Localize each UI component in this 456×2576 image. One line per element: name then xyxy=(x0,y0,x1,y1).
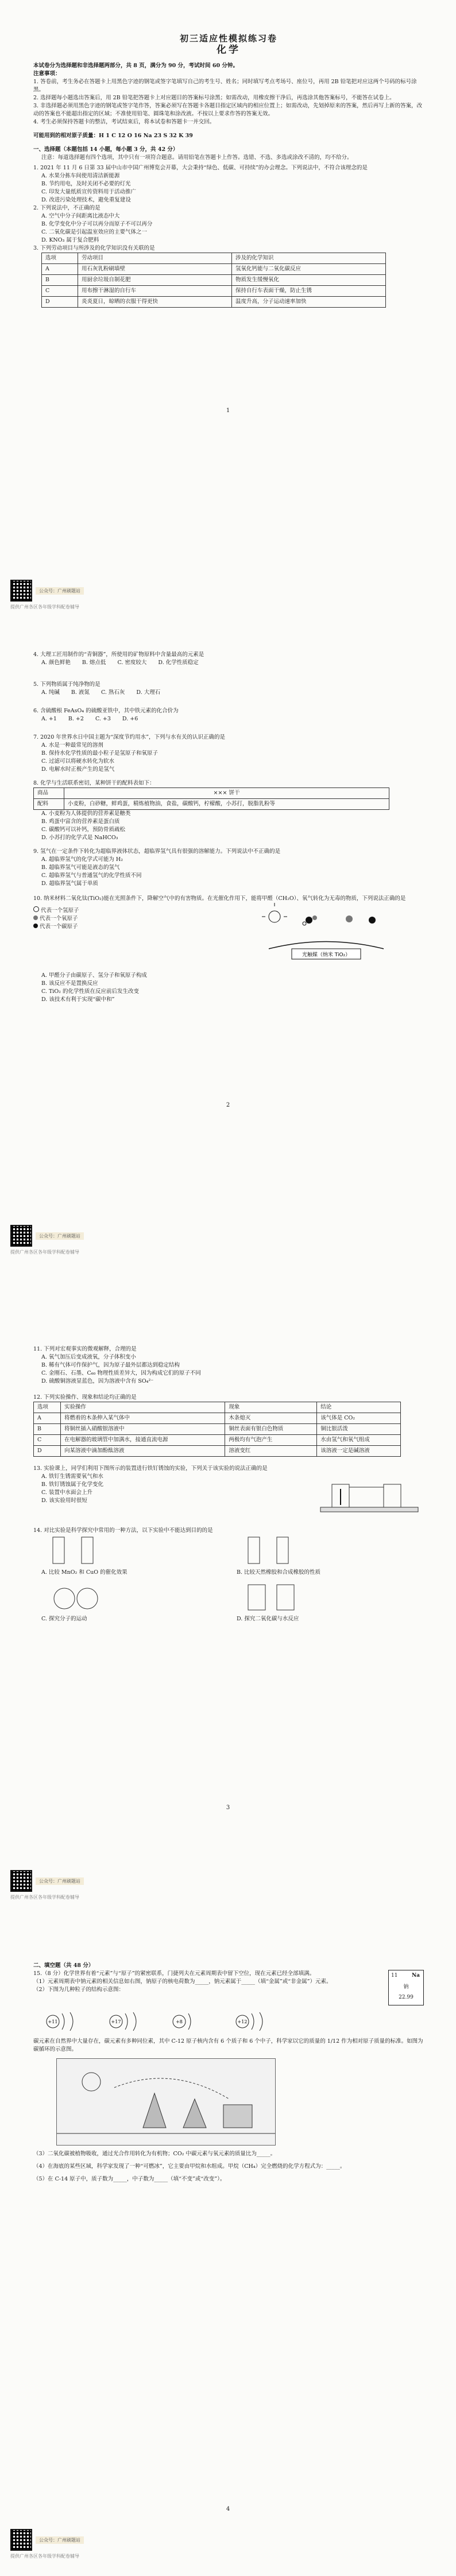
q6-option-d: D. +6 xyxy=(122,716,138,722)
exam-intro: 本试卷分为选择题和非选择题两部分，共 8 页，满分为 90 分，考试时间 60 分钟。 xyxy=(33,63,238,69)
q8-table xyxy=(33,787,389,810)
table-cell: 用厨余垃圾自制花肥 xyxy=(78,275,232,286)
table-cell: 商品 xyxy=(34,788,64,799)
table-header-cell: 实验操作 xyxy=(61,1402,225,1413)
legend-item: 代表一个氢原子 xyxy=(33,906,148,915)
q8-option-c: C. 碳酸钙可以补钙，预防骨质疏松 xyxy=(41,827,125,833)
q14-a-diagram xyxy=(41,1535,110,1566)
table-cell: 配料 xyxy=(34,799,64,810)
reaction-arc xyxy=(269,942,384,949)
q13-options xyxy=(33,1473,103,1519)
table-cell: B xyxy=(34,1424,61,1435)
q14-option-c-cell xyxy=(41,1581,214,1623)
table-row xyxy=(34,1424,401,1435)
oxygen-atom-icon xyxy=(312,915,317,920)
q9-option-d: D. 超临界氢气属于单质 xyxy=(41,880,98,887)
table-row xyxy=(34,1446,401,1457)
page-2-content xyxy=(33,651,424,1004)
q5-option-d: D. 大理石 xyxy=(136,689,161,696)
q6-option-a: A. +1 xyxy=(41,716,57,722)
qr-code-icon xyxy=(10,2529,32,2551)
q11-option-c: C. 金刚石、石墨、C₆₀ 物理性质差异大，因为构成它们的原子不同 xyxy=(41,1370,201,1376)
table-cell: C xyxy=(34,1435,61,1446)
page-1-content xyxy=(33,34,424,308)
tree-icon xyxy=(183,2099,206,2128)
table-cell: 将燃着的木条伸入某气体中 xyxy=(61,1413,225,1424)
q13-option-c: C. 装置中水面会上升 xyxy=(41,1489,92,1496)
bottle-icon xyxy=(248,1585,265,1610)
table-row xyxy=(42,264,386,275)
q11-option-a: A. 氧气加压后变成液氧，分子体积变小 xyxy=(41,1354,136,1360)
table-cell: D xyxy=(34,1446,61,1457)
question-4: 4. 大理工匠用制作的“青铜器”，所使用的矿物原料中含量最高的元素是 xyxy=(33,651,204,658)
watermark xyxy=(10,1225,84,1247)
atomic-mass-line: 可能用到的相对原子质量：H 1 C 12 O 16 Na 23 S 32 K 39 xyxy=(33,133,193,139)
q5-option-b: B. 液氮 xyxy=(71,689,90,696)
periodic-table-cell xyxy=(388,1970,424,2005)
q1-option-b: B. 节约用电，及时关闭不必要的灯光 xyxy=(41,181,131,187)
table-cell: 用布擦干淋湿的自行车 xyxy=(78,286,232,297)
element-name: 钠 xyxy=(403,1984,409,1990)
test-tube-icon xyxy=(248,1537,260,1564)
q10-option-d: D. 该技术有利于实现“碳中和” xyxy=(41,996,115,1003)
test-tube-icon xyxy=(53,1537,64,1564)
question-5: 5. 下列物质属于纯净物的是 xyxy=(33,681,101,688)
page-3-content xyxy=(33,1345,424,1623)
table-cell: 氢氧化钙能与二氧化碳反应 xyxy=(232,264,386,275)
q10-figure-area xyxy=(33,903,424,972)
q4-option-b: B. 熔点低 xyxy=(82,659,106,666)
q2-option-d: D. KNO₃ 属于复合肥料 xyxy=(41,237,99,243)
q15-part-4: （4）在海底的某些区域，科学家发现了一种“可燃冰”，它主要由甲烷和水组成。甲烷（CH₄）完全燃烧的化学方程式为：_____。 xyxy=(33,2163,346,2170)
q4-options xyxy=(33,659,424,667)
question-15: 15.（8 分）化学世界有着“元素”与“原子”的紧密联系，门捷列夫在元素周期表中留下空位，现在元素已经全部填满。 xyxy=(33,1970,315,1977)
exam-subject: 化学 xyxy=(217,44,241,56)
q14-option-d: D. 探究二氧化碳与水反应 xyxy=(237,1616,299,1622)
table-cell: 物质发生缓慢氧化 xyxy=(232,275,386,286)
q12-table xyxy=(33,1402,401,1457)
table-cell: 该溶液一定是碱溶液 xyxy=(317,1446,401,1457)
atom-structure-diagram xyxy=(234,2010,275,2033)
section-1-heading: 一、选择题（本题包括 14 小题，每小题 3 分，共 42 分） xyxy=(33,146,179,153)
q14-options-grid xyxy=(41,1535,424,1623)
section-2-heading: 二、填空题（共 48 分） xyxy=(33,1962,94,1969)
q11-option-d: D. 硫酸铜溶液显蓝色，因为溶液中含有 SO₄²⁻ xyxy=(41,1378,154,1384)
q13-apparatus-diagram xyxy=(315,1473,424,1519)
table-cell: 该气体是 CO₂ xyxy=(317,1413,401,1424)
electron-shell xyxy=(62,2014,64,2030)
hydrogen-atom-icon xyxy=(33,906,39,912)
atom-structure-diagram xyxy=(171,2010,211,2033)
carbon-atom-icon xyxy=(306,917,312,924)
oxygen-atom-icon xyxy=(346,915,353,922)
q14-option-d-cell xyxy=(237,1581,409,1623)
q7-option-b: B. 保持水化学性质的最小粒子是氢原子和氧原子 xyxy=(41,750,159,756)
legend-item: 代表一个碳原子 xyxy=(33,923,148,931)
cycle-arrow xyxy=(114,2078,229,2099)
watermark-tag: 公众号：广州刷题站 xyxy=(36,1232,84,1240)
carbon-cycle-diagram xyxy=(57,2059,275,2145)
table-cell: 炎炎夏日，晾晒的衣服干得更快 xyxy=(78,297,232,308)
table-cell: 保持自行车表面干燥，防止生锈 xyxy=(232,286,386,297)
q8-option-d: D. 小苏打的化学式是 NaHCO₃ xyxy=(41,835,118,841)
q9-option-c: C. 超临界氢气与普通氢气的化学性质不同 xyxy=(41,872,142,879)
q14-b-diagram xyxy=(237,1535,306,1566)
atom-structure-diagram xyxy=(108,2010,148,2033)
table-header-cell: 现象 xyxy=(225,1402,317,1413)
sun-icon xyxy=(82,2073,101,2091)
electron-shell xyxy=(133,2012,136,2031)
table-cell: 铜丝表面有银白色物质 xyxy=(225,1424,317,1435)
table-cell: 将铜丝插入硝酸银溶液中 xyxy=(61,1424,225,1435)
test-tube-icon xyxy=(384,1484,401,1507)
legend-item: 代表一个氧原子 xyxy=(33,915,148,923)
tree-icon xyxy=(143,2093,166,2128)
q9-option-a: A. 超临界氢气的化学式可能为 H₂ xyxy=(41,856,123,863)
q14-option-a-cell xyxy=(41,1535,214,1577)
sun-icon xyxy=(269,911,280,922)
table-cell: A xyxy=(34,1413,61,1424)
note-4: 4. 考生必须保持答题卡的整洁，考试结束后，将本试卷和答题卡一并交回。 xyxy=(33,119,215,125)
test-tube-icon xyxy=(82,1537,93,1564)
q4-option-c: C. 密度较大 xyxy=(117,659,147,666)
table-cell: 铜比银活泼 xyxy=(317,1424,401,1435)
table-row xyxy=(42,286,386,297)
q4-option-d: D. 化学性质稳定 xyxy=(158,659,199,666)
watermark xyxy=(10,2529,84,2551)
note-3: 3. 非选择题必须用黑色字迹的钢笔或签字笔作答，答案必须写在答题卡各题目指定区域内的相应位置上；如需改动，先划掉原来的答案，然后再写上新的答案，改动的答案也不能超出指定的区域；不准使用铅笔、圆珠笔和涂改液。不按以上要求作答的答案无效。 xyxy=(33,103,423,117)
q1-option-a: A. 水果分拣车间使用清洁新能源 xyxy=(41,173,120,179)
table-header-cell: 涉及的化学知识 xyxy=(232,253,386,264)
q15-part-2: （2）下图为几种粒子的结构示意图： xyxy=(33,1987,125,1993)
q14-d-diagram xyxy=(237,1581,306,1612)
q2-option-c: C. 二氧化碳是引起温室效应的主要气体之一 xyxy=(41,229,147,235)
watermark xyxy=(10,1870,84,1892)
table-cell: 木条熄灭 xyxy=(225,1413,317,1424)
watermark xyxy=(10,580,84,602)
carbon-atom-icon xyxy=(369,917,376,924)
q14-option-b: B. 比较天然橡胶和合成橡胶的性质 xyxy=(237,1569,321,1576)
table-cell: 温度升高，分子运动速率加快 xyxy=(232,297,386,308)
bottle-icon xyxy=(277,1585,294,1610)
qr-code-icon xyxy=(10,1870,32,1892)
beaker-icon xyxy=(54,1588,75,1609)
page-2 xyxy=(0,644,456,1288)
watermark-subtitle: 提供广州各区各年级学科配卷辅导 xyxy=(10,2554,79,2559)
table-cell: D xyxy=(42,297,78,308)
beaker-icon xyxy=(77,1588,98,1609)
q14-option-c: C. 探究分子的运动 xyxy=(41,1616,87,1622)
carbon-cycle-figure xyxy=(56,2058,276,2146)
element-symbol: Na xyxy=(411,1973,420,1978)
table-row xyxy=(34,1413,401,1424)
table-cell: B xyxy=(42,275,78,286)
question-11: 11. 下列对宏观事实的微观解释，合理的是 xyxy=(33,1346,137,1352)
table-cell: 小麦粉，白砂糖，鲜鸡蛋，精炼植物油，食盐，碳酸钙，柠檬酸，小苏打，脱脂乳粉等 xyxy=(64,799,389,810)
nucleus-charge: +17 xyxy=(111,2019,121,2024)
question-9: 9. 氢气在一定条件下转化为超临界液体状态，超临界氢气具有很强的溶解能力。下列说法中不正确的是 xyxy=(33,848,281,855)
test-tube-icon xyxy=(277,1537,288,1564)
atom-structure-row xyxy=(45,2010,424,2033)
table-row xyxy=(34,799,389,810)
q14-c-diagram xyxy=(41,1581,110,1612)
hydrogen-atom-icon xyxy=(303,922,306,925)
q15-head-row xyxy=(33,1970,424,2005)
watermark-tag: 公众号：广州刷题站 xyxy=(36,2536,84,2544)
page-number: 3 xyxy=(226,1805,230,1811)
page-4-content xyxy=(33,1962,424,2183)
q8-option-b: B. 鸡蛋中富含的营养素是蛋白质 xyxy=(41,818,120,825)
table-cell: 两极均有气泡产生 xyxy=(225,1435,317,1446)
q10-photocatalysis-diagram xyxy=(257,903,395,966)
atomic-number: 11 xyxy=(391,1973,398,1978)
electron-shell xyxy=(125,2014,127,2030)
q15-part-3: （3）二氧化碳被植物吸收，通过光合作用转化为有机物；CO₂ 中碳元素与氧元素的质量比为_____。 xyxy=(33,2151,276,2157)
table-cell: 用石灰乳粉刷墙壁 xyxy=(78,264,232,275)
q10-option-a: A. 甲醛分子由碳原子、氢分子和氧原子构成 xyxy=(41,972,147,979)
q13-option-a: A. 铁钉生锈需要氧气和水 xyxy=(41,1473,103,1480)
q10-option-c: C. TiO₂ 的化学性质在反应前后发生改变 xyxy=(41,988,139,995)
q5-option-a: A. 纯碱 xyxy=(41,689,60,696)
factory-icon xyxy=(223,2105,252,2128)
q3-table xyxy=(41,253,386,308)
note-1: 1. 答卷前，考生务必在答题卡上用黑色字迹的钢笔或签字笔填写自己的考生号、姓名；同时填写考点考场号、座位号，再用 2B 铅笔把对应这两个号码的标号涂黑。 xyxy=(33,79,417,93)
q13-option-d: D. 该实验用时很短 xyxy=(41,1498,87,1504)
table-cell: C xyxy=(42,286,78,297)
table-header-cell: 选项 xyxy=(42,253,78,264)
table-row xyxy=(34,1402,401,1413)
catalyst-label: 光触媒（纳米 TiO₂） xyxy=(302,952,351,958)
table-row xyxy=(34,788,389,799)
q6-options xyxy=(33,715,424,723)
page-4 xyxy=(0,1932,456,2576)
page-1 xyxy=(0,0,456,644)
electron-shell xyxy=(70,2012,73,2031)
q2-option-b: B. 化学变化中分子可以再分而原子不可以再分 xyxy=(41,221,153,227)
question-2: 2. 下列说法中，不正确的是 xyxy=(33,205,101,211)
q15-text-block xyxy=(33,1970,366,2005)
q15-passage: 碳元素在自然界中大量存在，碳元素有多种同位素，其中 C-12 原子核内含有 6 个质子和 6 个中子，科学家以它的质量的 1/12 作为相对原子质量的标准。如图为碳循环的示意图。 xyxy=(33,2038,423,2053)
question-6: 6. 含硫酸根 FeAsO₄ 的硫酸亚铁中，其中铁元素的化合价为 xyxy=(33,708,179,714)
table-cell: A xyxy=(42,264,78,275)
q8-option-a: A. 小麦粉为人体提供的营养素是糖类 xyxy=(41,810,131,817)
table-cell: 溶液变红 xyxy=(225,1446,317,1457)
nucleus-charge: +8 xyxy=(176,2019,183,2024)
oxygen-atom-icon xyxy=(33,915,38,920)
watermark-subtitle: 提供广州各区各年级学科配卷辅导 xyxy=(10,604,79,610)
nucleus-charge: +11 xyxy=(48,2019,58,2024)
question-7: 7. 2020 年世界水日中国主题为“深度节约用水”，下列与水有关的认识正确的是 xyxy=(33,734,225,740)
q14-option-b-cell xyxy=(237,1535,409,1577)
electron-shell xyxy=(260,2012,262,2031)
watermark-tag: 公众号：广州刷题站 xyxy=(36,1877,84,1885)
q7-option-a: A. 水是一种最常见的溶剂 xyxy=(41,742,103,748)
q1-option-d: D. 改进污染处理技术，避免重复建设 xyxy=(41,197,131,203)
electron-shell xyxy=(188,2014,191,2030)
qr-code-icon xyxy=(10,580,32,602)
watermark-tag: 公众号：广州刷题站 xyxy=(36,587,84,595)
table-row xyxy=(42,253,386,264)
table-cell: 水由氢气和氧气组成 xyxy=(317,1435,401,1446)
page-number: 4 xyxy=(226,2506,230,2512)
page-number: 1 xyxy=(226,408,230,414)
watermark-subtitle: 提供广州各区各年级学科配卷辅导 xyxy=(10,1250,79,1255)
q6-option-c: C. +3 xyxy=(95,716,111,722)
question-10: 10. 纳米材料二氧化钛(TiO₂)能在光照条件下，降解空气中的有害物质。在光催化作用下，能将甲醛（CH₂O）、氧气转化为无毒的物质，下列说法正确的是 xyxy=(33,895,406,902)
q9-option-b: B. 超临界氢气可能是液态的氢气 xyxy=(41,864,120,871)
q15-part-5: （5）在 C-14 原子中，质子数为_____，中子数为_____（填“不变”或“改变”）。 xyxy=(33,2176,226,2182)
question-1: 1. 2021 年 11 月 6 日第 33 届中山市中国广州博览会开幕，大会秉持“绿色、低碳、可持续”的办会理念。下列说法中，不符合该理念的是 xyxy=(33,165,368,171)
q11-option-b: B. 稀有气体可作保护气，因为原子最外层都达到稳定结构 xyxy=(41,1362,180,1368)
question-3: 3. 下列劳动项目与所涉及的化学知识没有关联的是 xyxy=(33,245,155,251)
atomic-mass: 22.99 xyxy=(399,1995,414,2000)
question-14: 14. 对比实验是科学探究中常用的一种方法，以下实验中不能达到目的的是 xyxy=(33,1527,213,1534)
question-13: 13. 实验课上，同学们利用下图所示的装置进行铁钉锈蚀的实验，下列关于该实验的说法正确的是 xyxy=(33,1465,268,1472)
table-header-cell: 结论 xyxy=(317,1402,401,1413)
notes-heading: 注意事项： xyxy=(33,71,61,77)
page-number: 2 xyxy=(226,1102,230,1108)
q13-option-b: B. 铁钉锈蚀属于化学变化 xyxy=(41,1481,104,1488)
q10-legend xyxy=(33,906,148,931)
q4-option-a: A. 颜色鲜艳 xyxy=(41,659,71,666)
q7-option-c: C. 过滤可以将硬水转化为软水 xyxy=(41,758,114,765)
section-1-note: 注意：每道选择题有四个选项，其中只有一项符合题意。请用铅笔在答题卡上作答。选错、不选、多选或涂改不清的，均不给分。 xyxy=(41,154,353,161)
apparatus-base xyxy=(320,1507,418,1512)
note-2: 2. 选择题每小题选出答案后，用 2B 铅笔把答题卡上对应题目的答案标号涂黑；如需改动，用橡皮擦干净后，再选涂其他答案标号，不能答在试卷上。 xyxy=(33,95,395,101)
exam-title: 初三适应性模拟练习卷 xyxy=(179,33,277,44)
q2-option-a: A. 空气中分子间距离比液态中大 xyxy=(41,213,120,219)
table-row xyxy=(34,1435,401,1446)
table-cell: 在电解器的玻璃管中加满水，接通直流电源 xyxy=(61,1435,225,1446)
atom-structure-diagram xyxy=(45,2010,85,2033)
nucleus-charge: +12 xyxy=(237,2019,248,2024)
question-12: 12. 下列实验操作、现象和结论均正确的是 xyxy=(33,1394,137,1400)
q5-option-c: C. 熟石灰 xyxy=(101,689,125,696)
watermark-subtitle: 提供广州各区各年级学科配卷辅导 xyxy=(10,1895,79,1900)
q13-block xyxy=(33,1473,424,1519)
table-header-cell: 选项 xyxy=(34,1402,61,1413)
q7-option-d: D. 电解水时正极产生的是氢气 xyxy=(41,766,115,773)
q1-option-c: C. 印发大量纸质宣传资料用于活动推广 xyxy=(41,189,136,195)
q10-option-b: B. 该反应不是置换反应 xyxy=(41,980,98,987)
table-header-cell: 劳动项目 xyxy=(78,253,232,264)
table-cell: 向某溶液中滴加酚酞溶液 xyxy=(61,1446,225,1457)
carbon-atom-icon xyxy=(33,924,38,928)
q6-option-b: B. +2 xyxy=(68,716,84,722)
electron-shell xyxy=(252,2014,254,2030)
page-3 xyxy=(0,1288,456,1932)
table-row xyxy=(42,297,386,308)
qr-code-icon xyxy=(10,1225,32,1247)
question-8: 8. 化学与生活联系密切，某种饼干的配料表如下： xyxy=(33,780,155,786)
q5-options xyxy=(33,689,424,697)
table-row xyxy=(42,275,386,286)
q15-part-1: （1）元素周期表中钠元素的相关信息如右图，钠原子的核电荷数为_____，钠元素属于_____（填“金属”或“非金属”）元素。 xyxy=(33,1978,332,1985)
q14-option-a: A. 比较 MnO₂ 和 CuO 的催化效果 xyxy=(41,1569,127,1576)
table-cell: ××× 饼干 xyxy=(64,788,389,799)
